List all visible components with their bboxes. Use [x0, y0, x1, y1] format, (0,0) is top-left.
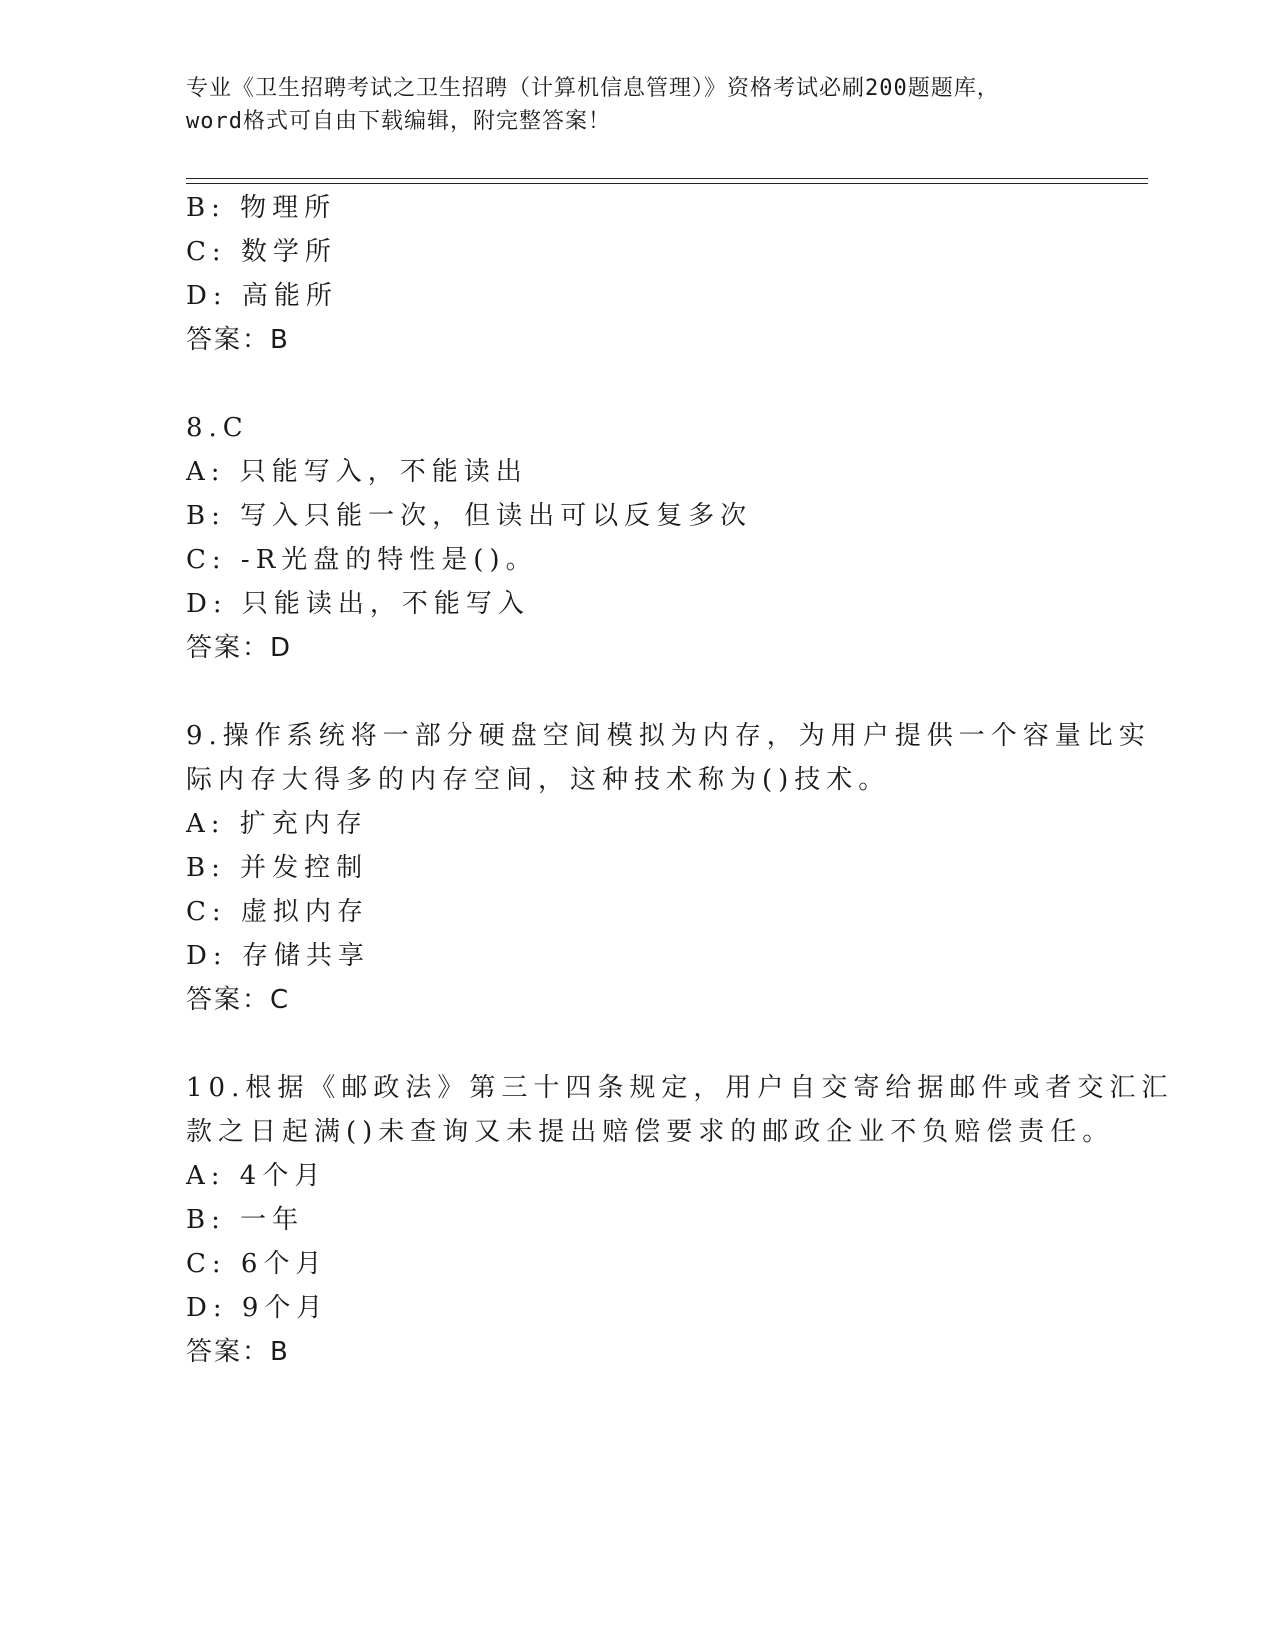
q10-stem-line-2: 款之日起满()未查询又未提出赔偿要求的邮政企业不负赔偿责任。	[186, 1117, 1115, 1147]
document-header	[186, 72, 1086, 138]
q10-option-c: C: 6个月	[186, 1249, 328, 1279]
header-divider-bottom	[186, 183, 1148, 184]
q10-answer: 答案：B	[186, 1337, 290, 1367]
q10-option-d: D: 9个月	[186, 1293, 329, 1323]
q10-option-a: A: 4个月	[186, 1161, 327, 1191]
header-title-line-1: 专业《卫生招聘考试之卫生招聘（计算机信息管理）》资格考试必刷200题题库，	[186, 76, 1000, 101]
q9-answer: 答案：C	[186, 985, 291, 1015]
q9-stem-line-1: 9.操作系统将一部分硬盘空间模拟为内存，为用户提供一个容量比实	[186, 721, 1151, 751]
q8-option-c: C: -R光盘的特性是()。	[186, 545, 538, 575]
q10-stem-line-1: 10.根据《邮政法》第三十四条规定，用户自交寄给据邮件或者交汇汇	[186, 1073, 1174, 1103]
q8-stem: 8.C	[186, 413, 249, 443]
header-title-line-2: word格式可自由下载编辑，附完整答案！	[186, 109, 611, 134]
q9-option-c: C: 虚拟内存	[186, 897, 369, 927]
q8-option-a: A: 只能写入，不能读出	[186, 457, 528, 487]
q7-option-c: C: 数学所	[186, 237, 337, 267]
q7-answer: 答案：B	[186, 325, 290, 355]
q9-option-a: A: 扩充内存	[186, 809, 368, 839]
q10-option-b: B: 一年	[186, 1205, 305, 1235]
q7-option-b: B: 物理所	[186, 193, 337, 223]
q8-answer: 答案：D	[186, 633, 293, 663]
header-divider-top	[186, 178, 1148, 179]
q9-option-b: B: 并发控制	[186, 853, 369, 883]
q9-stem-line-2: 际内存大得多的内存空间，这种技术称为()技术。	[186, 765, 891, 795]
q7-option-d: D: 高能所	[186, 281, 338, 311]
q8-option-b: B: 写入只能一次，但读出可以反复多次	[186, 501, 753, 531]
q8-option-d: D: 只能读出，不能写入	[186, 589, 530, 619]
q9-option-d: D: 存储共享	[186, 941, 370, 971]
